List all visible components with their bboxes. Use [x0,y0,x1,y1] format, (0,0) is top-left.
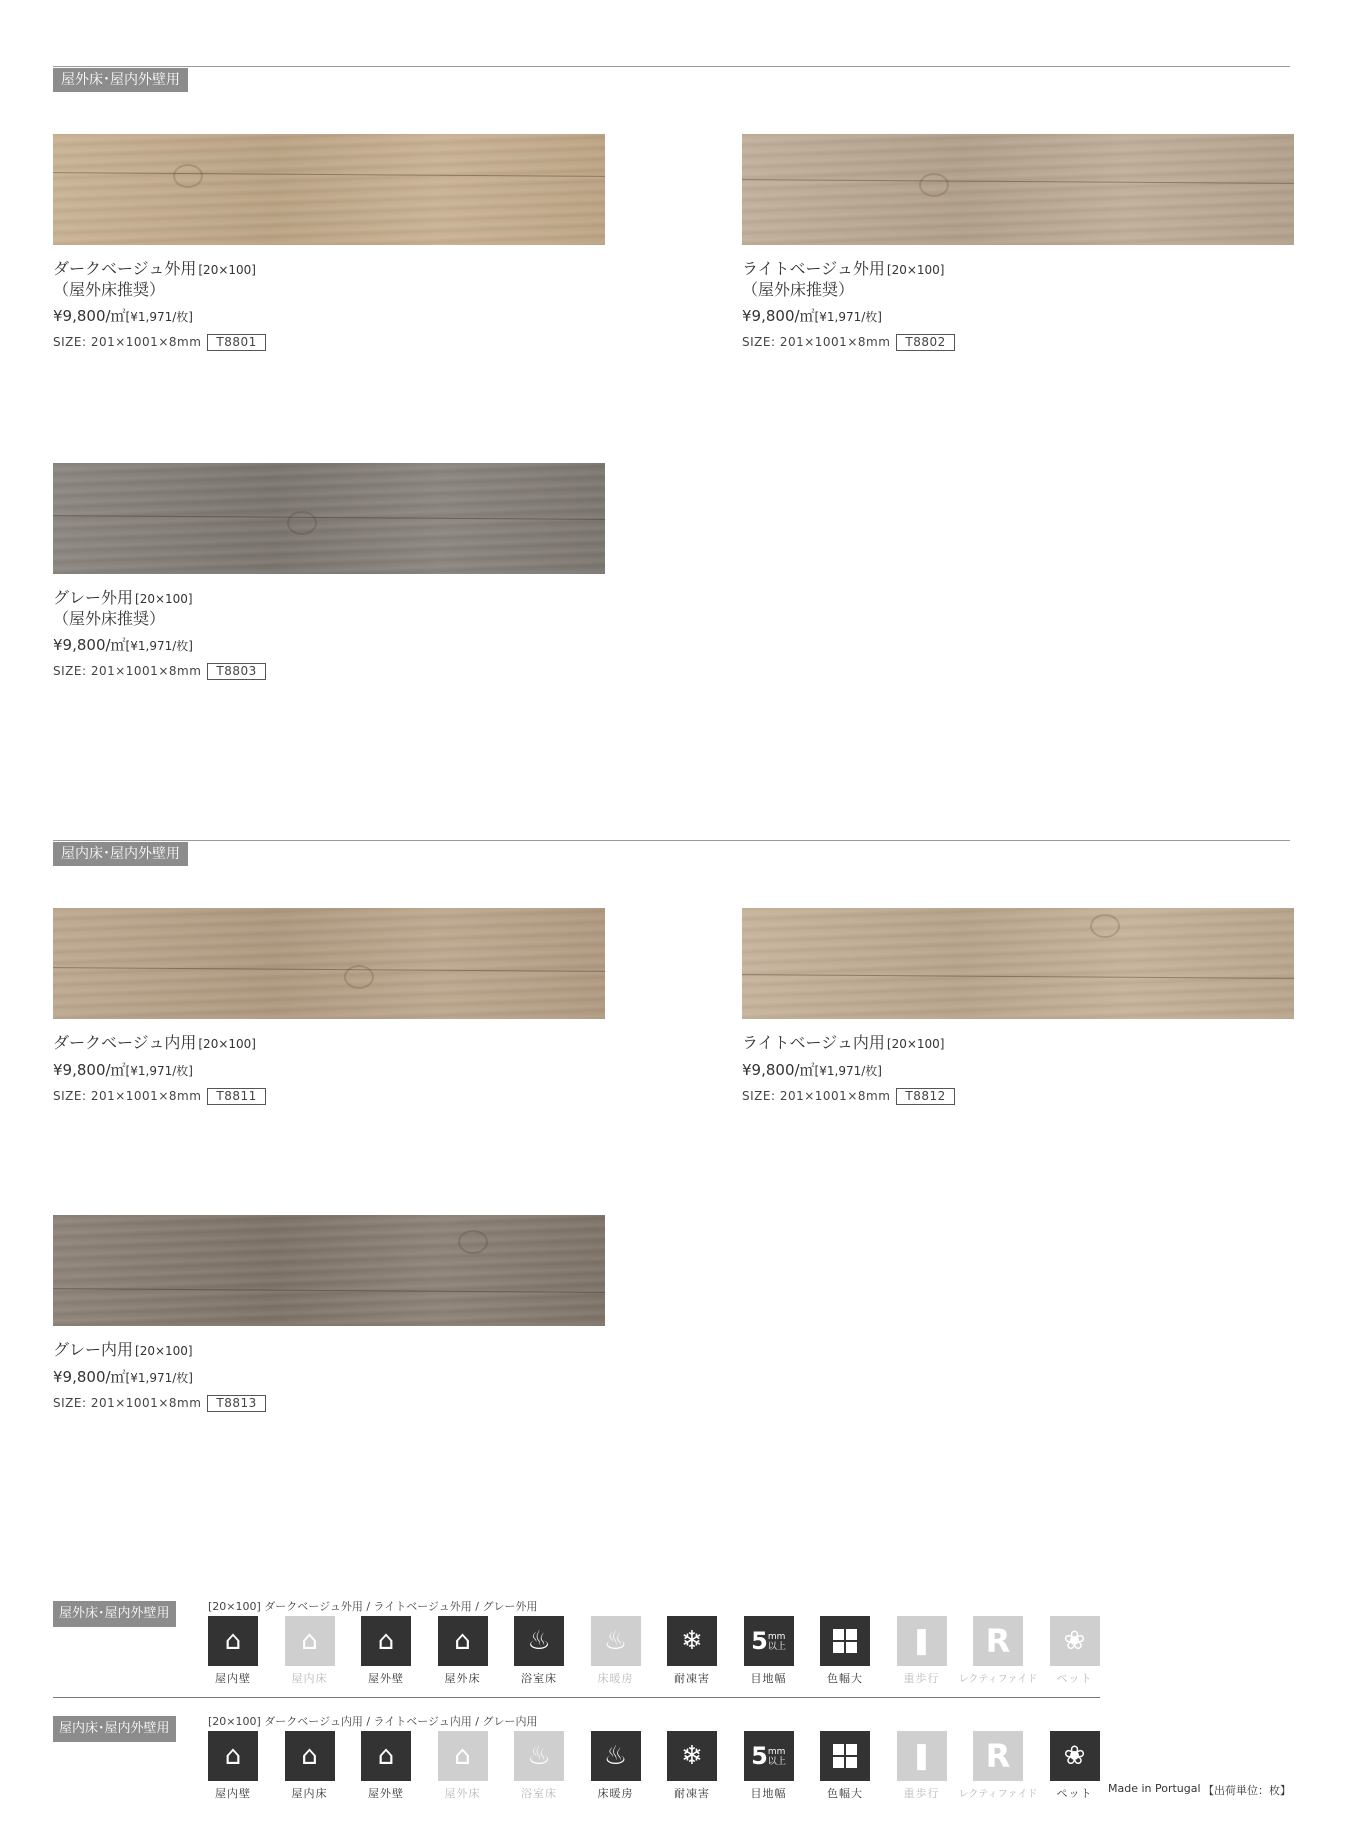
product-card [53,463,605,680]
outdoor-floor-icon [438,1731,488,1801]
heavy-traffic-icon-box [897,1731,947,1781]
color-variation-icon-glyph [820,1731,870,1781]
legend-icon-label: 浴室床 [521,1672,557,1685]
pet-icon-box [1050,1731,1100,1781]
legend-icon-label: 色幅大 [827,1672,863,1685]
tile-swatch [742,134,1294,245]
legend-caption: [20×100] ダークベージュ外用 / ライトベージュ外用 / グレー外用 [208,1600,538,1613]
indoor-floor-icon [285,1731,335,1801]
product-code: T8812 [896,1088,954,1105]
floor-heating-icon-glyph: ♨ [603,1626,628,1656]
bathroom-floor-icon-box [514,1731,564,1781]
pet-icon [1050,1731,1100,1801]
product-size: [20×100] [886,1037,945,1051]
legend-icon-label: 屋内壁 [215,1672,251,1685]
product-code: T8811 [207,1088,265,1105]
product-price: ¥9,800/㎡[¥1,971/枚] [53,307,193,325]
frost-resistant-icon-box [667,1731,717,1781]
indoor-wall-icon [208,1616,258,1686]
unit-price: [¥1,971/枚] [125,639,193,653]
rectified-icon [958,1731,1038,1800]
unit-price: [¥1,971/枚] [125,1064,193,1078]
rectified-icon [958,1616,1038,1685]
wood-knot [287,511,317,535]
heavy-traffic-icon-box [897,1616,947,1666]
wood-grain-line [742,179,1294,184]
rectified-icon-box [973,1616,1023,1666]
rectified-icon-glyph: R [985,1737,1011,1775]
frost-resistant-icon-glyph: ❄ [681,1741,703,1771]
pet-icon-box [1050,1616,1100,1666]
indoor-wall-icon-glyph: ⌂ [224,1626,242,1656]
product-spec: SIZE: 201×1001×8mm T8812 [742,1087,1294,1105]
product-card [742,908,1294,1105]
section-tag: 屋内床･屋内外壁用 [53,842,188,866]
joint-width-icon [744,1616,794,1686]
product-name: ダークベージュ内用 [20×100] [53,1033,256,1052]
frost-resistant-icon [667,1731,717,1801]
product-size: [20×100] [198,263,256,277]
product-size: [20×100] [886,263,945,277]
legend-icon-label: 屋内床 [291,1672,328,1685]
indoor-wall-icon-box [208,1616,258,1666]
pet-icon-glyph: ❀ [1063,1741,1086,1771]
legend-icon-row [208,1616,1093,1686]
color-variation-icon [820,1616,870,1686]
legend-icon-label: ペット [1056,1672,1093,1685]
outdoor-floor-icon-box [438,1731,488,1781]
product-price: ¥9,800/㎡[¥1,971/枚] [742,307,882,325]
legend-icon-label: 耐凍害 [674,1787,710,1800]
made-in-note: Made in Portugal [1108,1782,1201,1795]
legend-caption: [20×100] ダークベージュ内用 / ライトベージュ内用 / グレー内用 [208,1715,538,1728]
product-size: [20×100] [198,1037,256,1051]
product-name: ダークベージュ外用 [20×100] [53,259,256,278]
legend-icon-label: 重歩行 [903,1787,940,1800]
product-spec: SIZE: 201×1001×8mm T8801 [53,333,605,351]
heavy-traffic-icon-glyph: ❚ [910,1741,933,1771]
unit-price: [¥1,971/枚] [814,1064,882,1078]
color-variation-icon-box [820,1616,870,1666]
legend-icon-label: 目地幅 [750,1672,787,1685]
wood-knot [919,173,949,197]
product-code: T8803 [207,663,265,680]
wood-grain-line [53,172,605,177]
legend-icon-label: 屋内床 [291,1787,328,1800]
legend-icon-label: ペット [1056,1787,1093,1800]
color-variation-icon-glyph [820,1616,870,1666]
indoor-wall-icon-box [208,1731,258,1781]
legend-icon-label: 屋外壁 [368,1672,404,1685]
unit-price: [¥1,971/枚] [125,310,193,324]
bathroom-floor-icon [514,1616,564,1686]
product-code: T8801 [207,334,265,351]
rectified-icon-box [973,1731,1023,1781]
product-price: ¥9,800/㎡[¥1,971/枚] [53,636,193,654]
legend-icon-label: 耐凍害 [674,1672,710,1685]
pet-icon [1050,1616,1100,1686]
floor-heating-icon-glyph: ♨ [603,1741,628,1771]
product-size: [20×100] [135,592,193,606]
bathroom-floor-icon-glyph: ♨ [527,1741,551,1771]
section-tag: 屋外床･屋内外壁用 [53,68,188,92]
product-spec: SIZE: 201×1001×8mm T8813 [53,1394,605,1412]
product-note: （屋外床推奨） [742,280,855,299]
legend-icon-label: 色幅大 [827,1787,863,1800]
color-variation-icon-box [820,1731,870,1781]
wood-grain-line [53,967,605,972]
outdoor-floor-icon-glyph: ⌂ [454,1626,471,1656]
product-card [53,908,605,1105]
tile-swatch [742,908,1294,1019]
bathroom-floor-icon [514,1731,564,1801]
legend-icon-row [208,1731,1093,1801]
product-card [53,1215,605,1412]
heavy-traffic-icon [897,1616,947,1686]
color-variation-icon [820,1731,870,1801]
tile-swatch [53,1215,605,1326]
legend-divider [53,1697,1100,1698]
product-note: （屋外床推奨） [53,609,166,628]
legend-icon-label: 屋外床 [444,1787,481,1800]
frost-resistant-icon-box [667,1616,717,1666]
frost-resistant-icon-glyph: ❄ [681,1626,703,1656]
product-name: ライトベージュ外用 [20×100] [742,259,945,278]
legend-tag: 屋内床･屋内外壁用 [53,1716,176,1742]
product-price: ¥9,800/㎡[¥1,971/枚] [53,1368,193,1386]
outdoor-wall-icon-box [361,1616,411,1666]
joint-width-icon-glyph: 5mm 以上 [751,1627,786,1655]
wood-knot [1090,914,1120,938]
joint-width-icon-box [744,1616,794,1666]
outdoor-floor-icon-glyph: ⌂ [454,1741,471,1771]
legend-icon-label: 浴室床 [521,1787,557,1800]
tile-swatch [53,908,605,1019]
indoor-floor-icon-glyph: ⌂ [301,1741,318,1771]
joint-width-icon [744,1731,794,1801]
legend-icon-label: 重歩行 [903,1672,940,1685]
indoor-wall-icon-glyph: ⌂ [224,1741,242,1771]
section-divider [53,840,1290,841]
pet-icon-glyph: ❀ [1063,1626,1086,1656]
legend-icon-label: レクティファイド [958,1674,1038,1685]
product-name: グレー外用 [20×100] [53,588,193,607]
outdoor-wall-icon [361,1616,411,1686]
tile-swatch [53,134,605,245]
heavy-traffic-icon [897,1731,947,1801]
floor-heating-icon [591,1731,641,1801]
product-card [742,134,1294,351]
wood-grain-line [742,974,1294,979]
bathroom-floor-icon-box [514,1616,564,1666]
product-note: （屋外床推奨） [53,280,166,299]
indoor-floor-icon-box [285,1616,335,1666]
joint-width-icon-glyph: 5mm 以上 [751,1742,786,1770]
unit-price: [¥1,971/枚] [814,310,882,324]
legend-icon-label: 屋外壁 [368,1787,404,1800]
floor-heating-icon-box [591,1616,641,1666]
shipping-unit-note: 【出荷単位：枚】 [1203,1784,1291,1797]
product-card [53,134,605,351]
outdoor-wall-icon-glyph: ⌂ [377,1626,395,1656]
rectified-icon-glyph: R [985,1622,1011,1660]
outdoor-wall-icon-box [361,1731,411,1781]
indoor-floor-icon-box [285,1731,335,1781]
wood-grain-line [53,1288,605,1293]
product-code: T8802 [896,334,954,351]
product-name: ライトベージュ内用 [20×100] [742,1033,945,1052]
tile-swatch [53,463,605,574]
product-spec: SIZE: 201×1001×8mm T8811 [53,1087,605,1105]
outdoor-floor-icon-box [438,1616,488,1666]
joint-width-icon-box [744,1731,794,1781]
product-spec: SIZE: 201×1001×8mm T8803 [53,662,605,680]
section-divider [53,66,1290,67]
legend-icon-label: 屋外床 [444,1672,481,1685]
wood-knot [173,164,203,188]
outdoor-wall-icon-glyph: ⌂ [377,1741,395,1771]
outdoor-floor-icon [438,1616,488,1686]
legend-icon-label: 床暖房 [597,1672,634,1685]
outdoor-wall-icon [361,1731,411,1801]
product-code: T8813 [207,1395,265,1412]
legend-icon-label: 屋内壁 [215,1787,251,1800]
product-name: グレー内用 [20×100] [53,1340,193,1359]
legend-icon-label: レクティファイド [958,1789,1038,1800]
product-price: ¥9,800/㎡[¥1,971/枚] [53,1061,193,1079]
legend-tag: 屋外床･屋内外壁用 [53,1601,176,1627]
floor-heating-icon-box [591,1731,641,1781]
product-price: ¥9,800/㎡[¥1,971/枚] [742,1061,882,1079]
legend-icon-label: 目地幅 [750,1787,787,1800]
floor-heating-icon [591,1616,641,1686]
bathroom-floor-icon-glyph: ♨ [527,1626,551,1656]
legend-icon-label: 床暖房 [597,1787,634,1800]
frost-resistant-icon [667,1616,717,1686]
heavy-traffic-icon-glyph: ❚ [910,1626,933,1656]
unit-price: [¥1,971/枚] [125,1371,193,1385]
indoor-floor-icon-glyph: ⌂ [301,1626,318,1656]
indoor-wall-icon [208,1731,258,1801]
indoor-floor-icon [285,1616,335,1686]
wood-knot [458,1230,488,1254]
product-spec: SIZE: 201×1001×8mm T8802 [742,333,1294,351]
product-size: [20×100] [135,1344,193,1358]
wood-grain-line [53,515,605,520]
